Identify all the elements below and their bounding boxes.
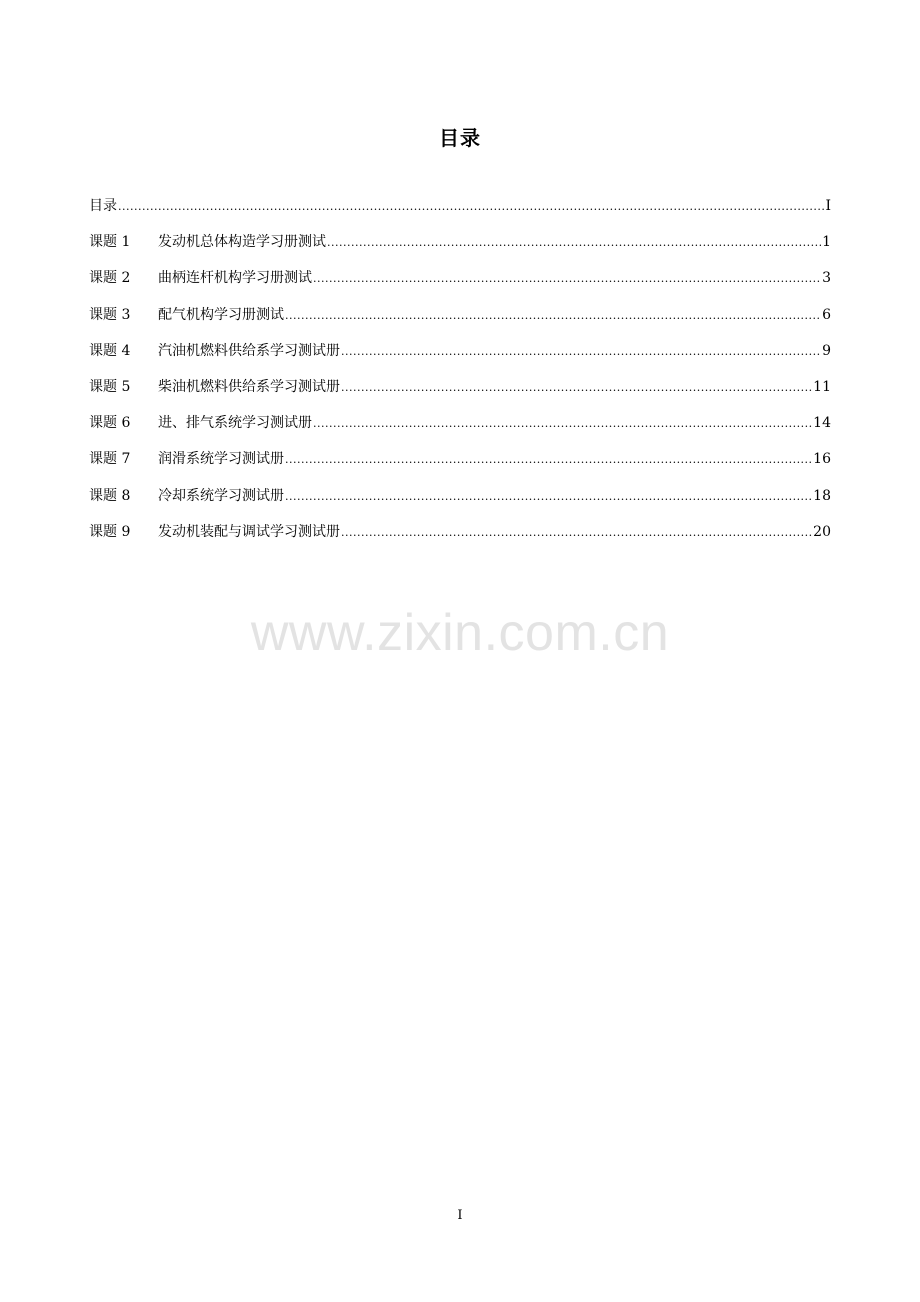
toc-page-number: 11 — [813, 378, 831, 395]
toc-page-number: 18 — [813, 487, 831, 504]
toc-label: 发动机总体构造学习册测试 — [158, 234, 326, 251]
toc-label: 目录 — [89, 198, 117, 214]
toc-row-lesson-3[interactable] — [89, 305, 831, 341]
toc-label: 冷却系统学习测试册 — [158, 487, 284, 504]
toc-row-lesson-8[interactable] — [89, 486, 831, 522]
toc-prefix: 课题 5 — [89, 378, 131, 395]
toc-row-lesson-2[interactable] — [89, 268, 831, 304]
toc-leader — [285, 306, 821, 326]
toc-row-lesson-7[interactable] — [89, 449, 831, 485]
toc-row-lesson-4[interactable] — [89, 341, 831, 377]
toc-label: 发动机装配与调试学习测试册 — [158, 523, 340, 540]
toc-label: 配气机构学习册测试 — [158, 306, 284, 323]
toc-page-number: 14 — [813, 415, 831, 432]
toc-leader — [285, 450, 812, 470]
toc-label: 进、排气系统学习测试册 — [158, 415, 312, 432]
toc-page-number: 20 — [813, 523, 831, 540]
toc-label: 柴油机燃料供给系学习测试册 — [158, 378, 340, 395]
toc-leader — [327, 233, 821, 253]
toc-row-lesson-6[interactable] — [89, 413, 831, 449]
toc-prefix: 课题 4 — [89, 342, 131, 359]
toc-leader — [118, 197, 824, 217]
toc-page-number: 1 — [822, 234, 831, 251]
toc-prefix: 课题 2 — [89, 270, 131, 287]
toc-leader — [341, 523, 812, 543]
toc-prefix: 课题 6 — [89, 415, 131, 432]
toc-prefix: 课题 3 — [89, 306, 131, 323]
toc-page-number: 3 — [822, 270, 831, 287]
toc-prefix: 课题 7 — [89, 451, 131, 468]
table-of-contents — [89, 196, 831, 558]
toc-row-lesson-5[interactable] — [89, 377, 831, 413]
page-number: I — [457, 1208, 463, 1223]
page-title: 目录 — [439, 126, 481, 150]
toc-row-lesson-1[interactable] — [89, 232, 831, 268]
toc-page-number: 16 — [813, 451, 831, 468]
toc-label: 曲柄连杆机构学习册测试 — [158, 270, 312, 287]
toc-prefix: 课题 8 — [89, 487, 131, 504]
toc-label: 润滑系统学习测试册 — [158, 451, 284, 468]
toc-leader — [313, 414, 812, 434]
toc-leader — [341, 378, 812, 398]
toc-page-number: I — [825, 198, 831, 214]
toc-page-number: 6 — [822, 306, 831, 323]
toc-prefix: 课题 1 — [89, 234, 131, 251]
toc-row-contents[interactable] — [89, 196, 831, 232]
toc-leader — [313, 269, 821, 289]
toc-row-lesson-9[interactable] — [89, 522, 831, 558]
toc-page-number: 9 — [822, 342, 831, 359]
toc-label: 汽油机燃料供给系学习测试册 — [158, 342, 340, 359]
toc-leader — [341, 342, 821, 362]
watermark: www.zixin.com.cn — [250, 604, 670, 662]
toc-leader — [285, 487, 812, 507]
toc-prefix: 课题 9 — [89, 523, 131, 540]
